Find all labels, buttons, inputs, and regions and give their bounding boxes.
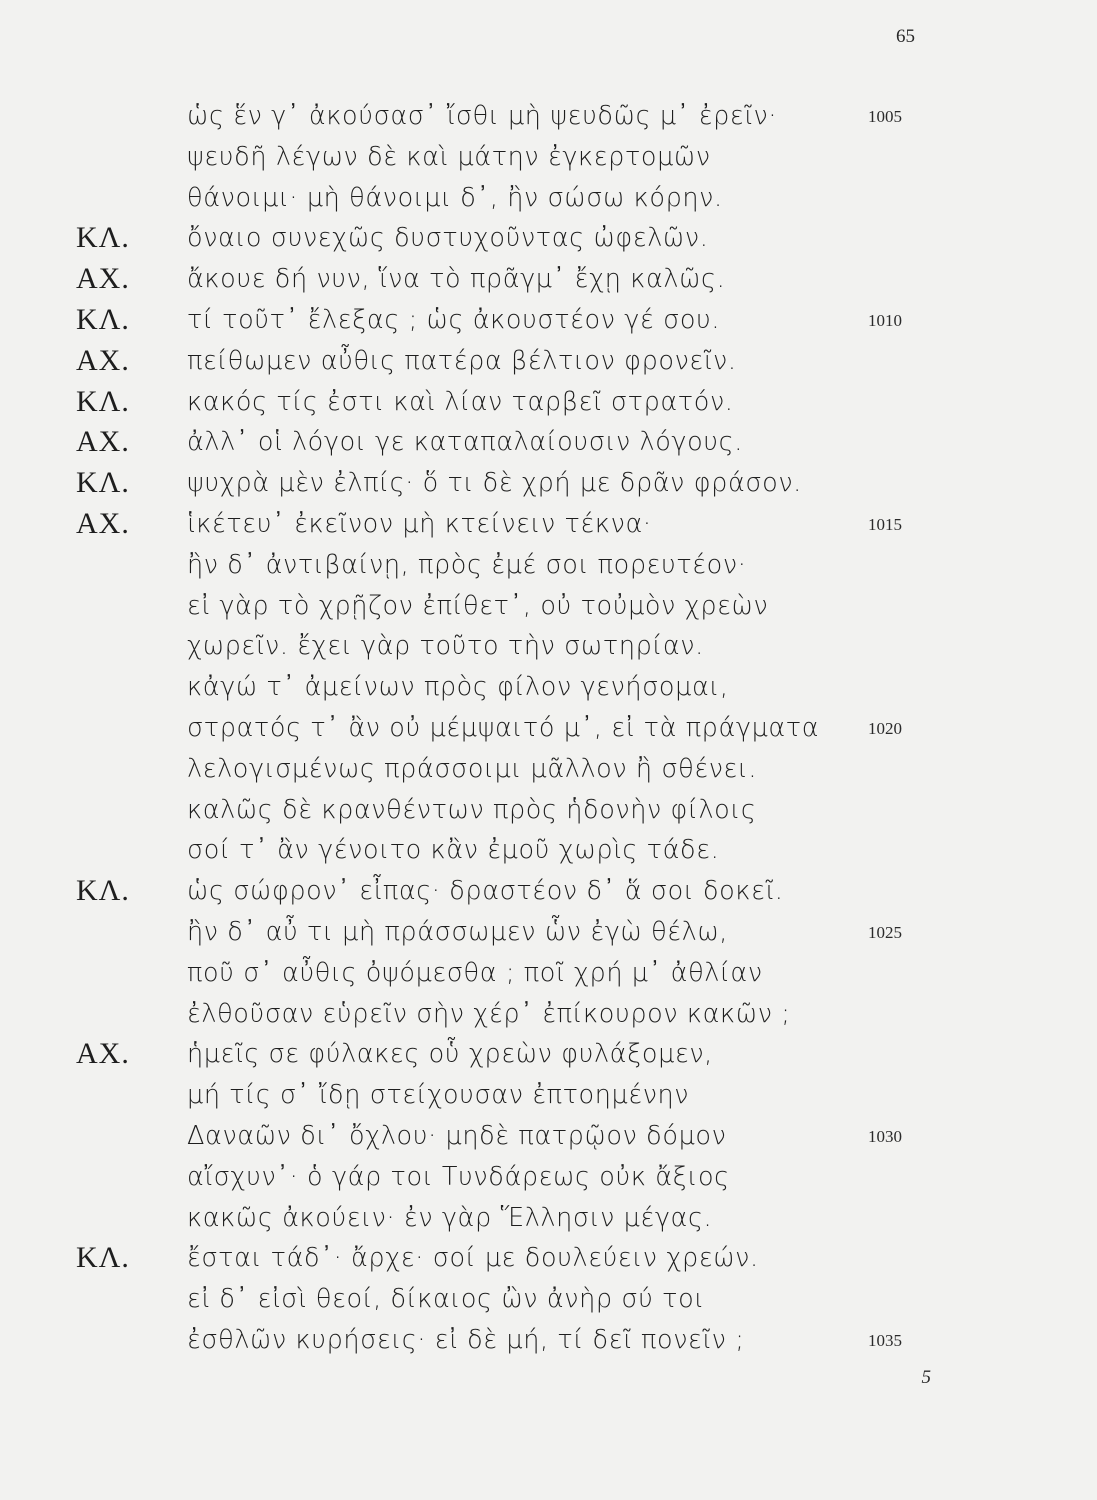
line-number: 1015 [868,514,902,534]
verse-line [0,1034,1097,1075]
signature-mark: 5 [921,1367,931,1388]
speaker-label: ΑΧ. [76,425,130,459]
verse-line [0,545,1097,586]
verse-text: κακός τίς ἐστι καὶ λίαν ταρβεῖ στρατόν. [187,386,734,417]
page-number: 65 [896,26,915,47]
verse-line [0,422,1097,463]
verse-line [0,1320,1097,1361]
verse-text: κἀγώ τ᾽ ἀμείνων πρὸς φίλον γενήσομαι, [187,672,729,703]
verse-text: ἢν δ᾽ αὖ τι μὴ πράσσωμεν ὧν ἐγὼ θέλω, [187,916,729,947]
verse-line [0,341,1097,382]
line-number: 1025 [868,922,902,942]
speaker-label: ΚΛ. [76,874,130,908]
speaker-label: ΚΛ. [76,221,130,255]
speaker-label: ΑΧ. [76,1037,130,1071]
verse-line [0,96,1097,137]
verse-line [0,137,1097,178]
verse-text: στρατός τ᾽ ἂν οὐ μέμψαιτό μ᾽, εἰ τὰ πράγματα [187,712,820,743]
verse-line [0,1157,1097,1198]
verse-line [0,1238,1097,1279]
verse-line [0,667,1097,708]
line-number: 1030 [868,1126,902,1146]
verse-text: ἱκέτευ᾽ ἐκεῖνον μὴ κτείνειν τέκνα· [187,508,652,539]
verse-text: εἰ γὰρ τὸ χρῇζον ἐπίθετ᾽, οὐ τοὐμὸν χρεὼν [187,590,769,621]
verse-line [0,790,1097,831]
verse-text: ἀλλ᾽ οἱ λόγοι γε καταπαλαίουσιν λόγους. [187,427,743,458]
verse-line [0,382,1097,423]
verse-line [0,586,1097,627]
verse-text: ὡς ἕν γ᾽ ἀκούσασ᾽ ἴσθι μὴ ψευδῶς μ᾽ ἐρεῖν· [187,101,778,131]
verse-line [0,1116,1097,1157]
verse-line [0,953,1097,994]
verse-text: ἢν δ᾽ ἀντιβαίνῃ, πρὸς ἐμέ σοι πορευτέον· [187,549,747,580]
speaker-label: ΑΧ. [76,506,130,540]
verse-text: θάνοιμι· μὴ θάνοιμι δ᾽, ἢν σώσω κόρην. [187,182,723,213]
line-number: 1020 [868,718,902,738]
verse-line [0,300,1097,341]
verse-text: αἴσχυν᾽· ὁ γάρ τοι Τυνδάρεως οὐκ ἄξιος [187,1161,730,1192]
verse-line [0,504,1097,545]
speaker-label: ΚΛ. [76,466,130,500]
line-number: 1035 [868,1330,902,1350]
verse-text: εἰ δ᾽ εἰσὶ θεοί, δίκαιος ὢν ἀνὴρ σύ τοι [187,1284,705,1315]
line-number: 1010 [868,310,902,330]
verse-text: καλῶς δὲ κρανθέντων πρὸς ἡδονὴν φίλοις [187,794,757,825]
verse-text: ἔσται τάδ᾽· ἄρχε· σοί με δουλεύειν χρεών. [187,1243,759,1274]
verse-line [0,749,1097,790]
speaker-label: ΚΛ. [76,302,130,336]
verse-text: τί τοῦτ᾽ ἔλεξας ; ὡς ἀκουστέον γέ σου. [187,304,721,335]
verse-text: ψευδῆ λέγων δὲ καὶ μάτην ἐγκερτομῶν [187,141,711,172]
verse-line [0,708,1097,749]
verse-text: σοί τ᾽ ἂν γένοιτο κἂν ἐμοῦ χωρὶς τάδε. [187,835,720,866]
verse-text: ἡμεῖς σε φύλακες οὗ χρεὼν φυλάξομεν, [187,1039,713,1070]
verse-line [0,463,1097,504]
verse-text: λελογισμένως πράσσοιμι μᾶλλον ἢ σθένει. [187,753,758,784]
verse-text: ποῦ σ᾽ αὖθις ὀψόμεσθα ; ποῖ χρή μ᾽ ἀθλίαν [187,957,763,988]
speaker-label: ΚΛ. [76,1241,130,1275]
speaker-label: ΚΛ. [76,384,130,418]
verse-line [0,1198,1097,1239]
verse-line [0,178,1097,219]
speaker-label: ΑΧ. [76,343,130,377]
verse-line [0,994,1097,1035]
verse-text: πείθωμεν αὖθις πατέρα βέλτιον φρονεῖν. [187,345,737,376]
verse-text: Δαναῶν δι᾽ ὄχλου· μηδὲ πατρῷον δόμον [187,1120,727,1151]
verse-text: ὄναιο συνεχῶς δυστυχοῦντας ὠφελῶν. [187,223,709,254]
verse-text: ὡς σώφρον᾽ εἶπας· δραστέον δ᾽ ἅ σοι δοκεῖ. [187,876,784,907]
verse-text: ψυχρὰ μὲν ἐλπίς· ὅ τι δὲ χρή με δρᾶν φράσον. [187,468,802,499]
verse-line [0,626,1097,667]
verse-line [0,830,1097,871]
verse-line [0,259,1097,300]
verse-text: χωρεῖν. ἔχει γὰρ τοῦτο τὴν σωτηρίαν. [187,631,704,662]
verse-line [0,1075,1097,1116]
verse-line [0,912,1097,953]
verse-text: μή τίς σ᾽ ἴδῃ στείχουσαν ἐπτοημένην [187,1080,690,1111]
speaker-label: ΑΧ. [76,262,130,296]
line-number: 1005 [868,107,902,126]
verse-text: ἄκουε δή νυν, ἵνα τὸ πρᾶγμ᾽ ἔχῃ καλῶς. [187,264,726,295]
verse-line [0,1279,1097,1320]
verse-line [0,871,1097,912]
verse-line [0,218,1097,259]
verse-text: ἐσθλῶν κυρήσεις· εἰ δὲ μή, τί δεῖ πονεῖν ; [187,1324,745,1355]
verse-text: κακῶς ἀκούειν· ἐν γὰρ Ἕλλησιν μέγας. [187,1202,713,1233]
verse-block [0,96,1097,1361]
verse-text: ἐλθοῦσαν εὑρεῖν σὴν χέρ᾽ ἐπίκουρον κακῶν ; [187,998,791,1029]
